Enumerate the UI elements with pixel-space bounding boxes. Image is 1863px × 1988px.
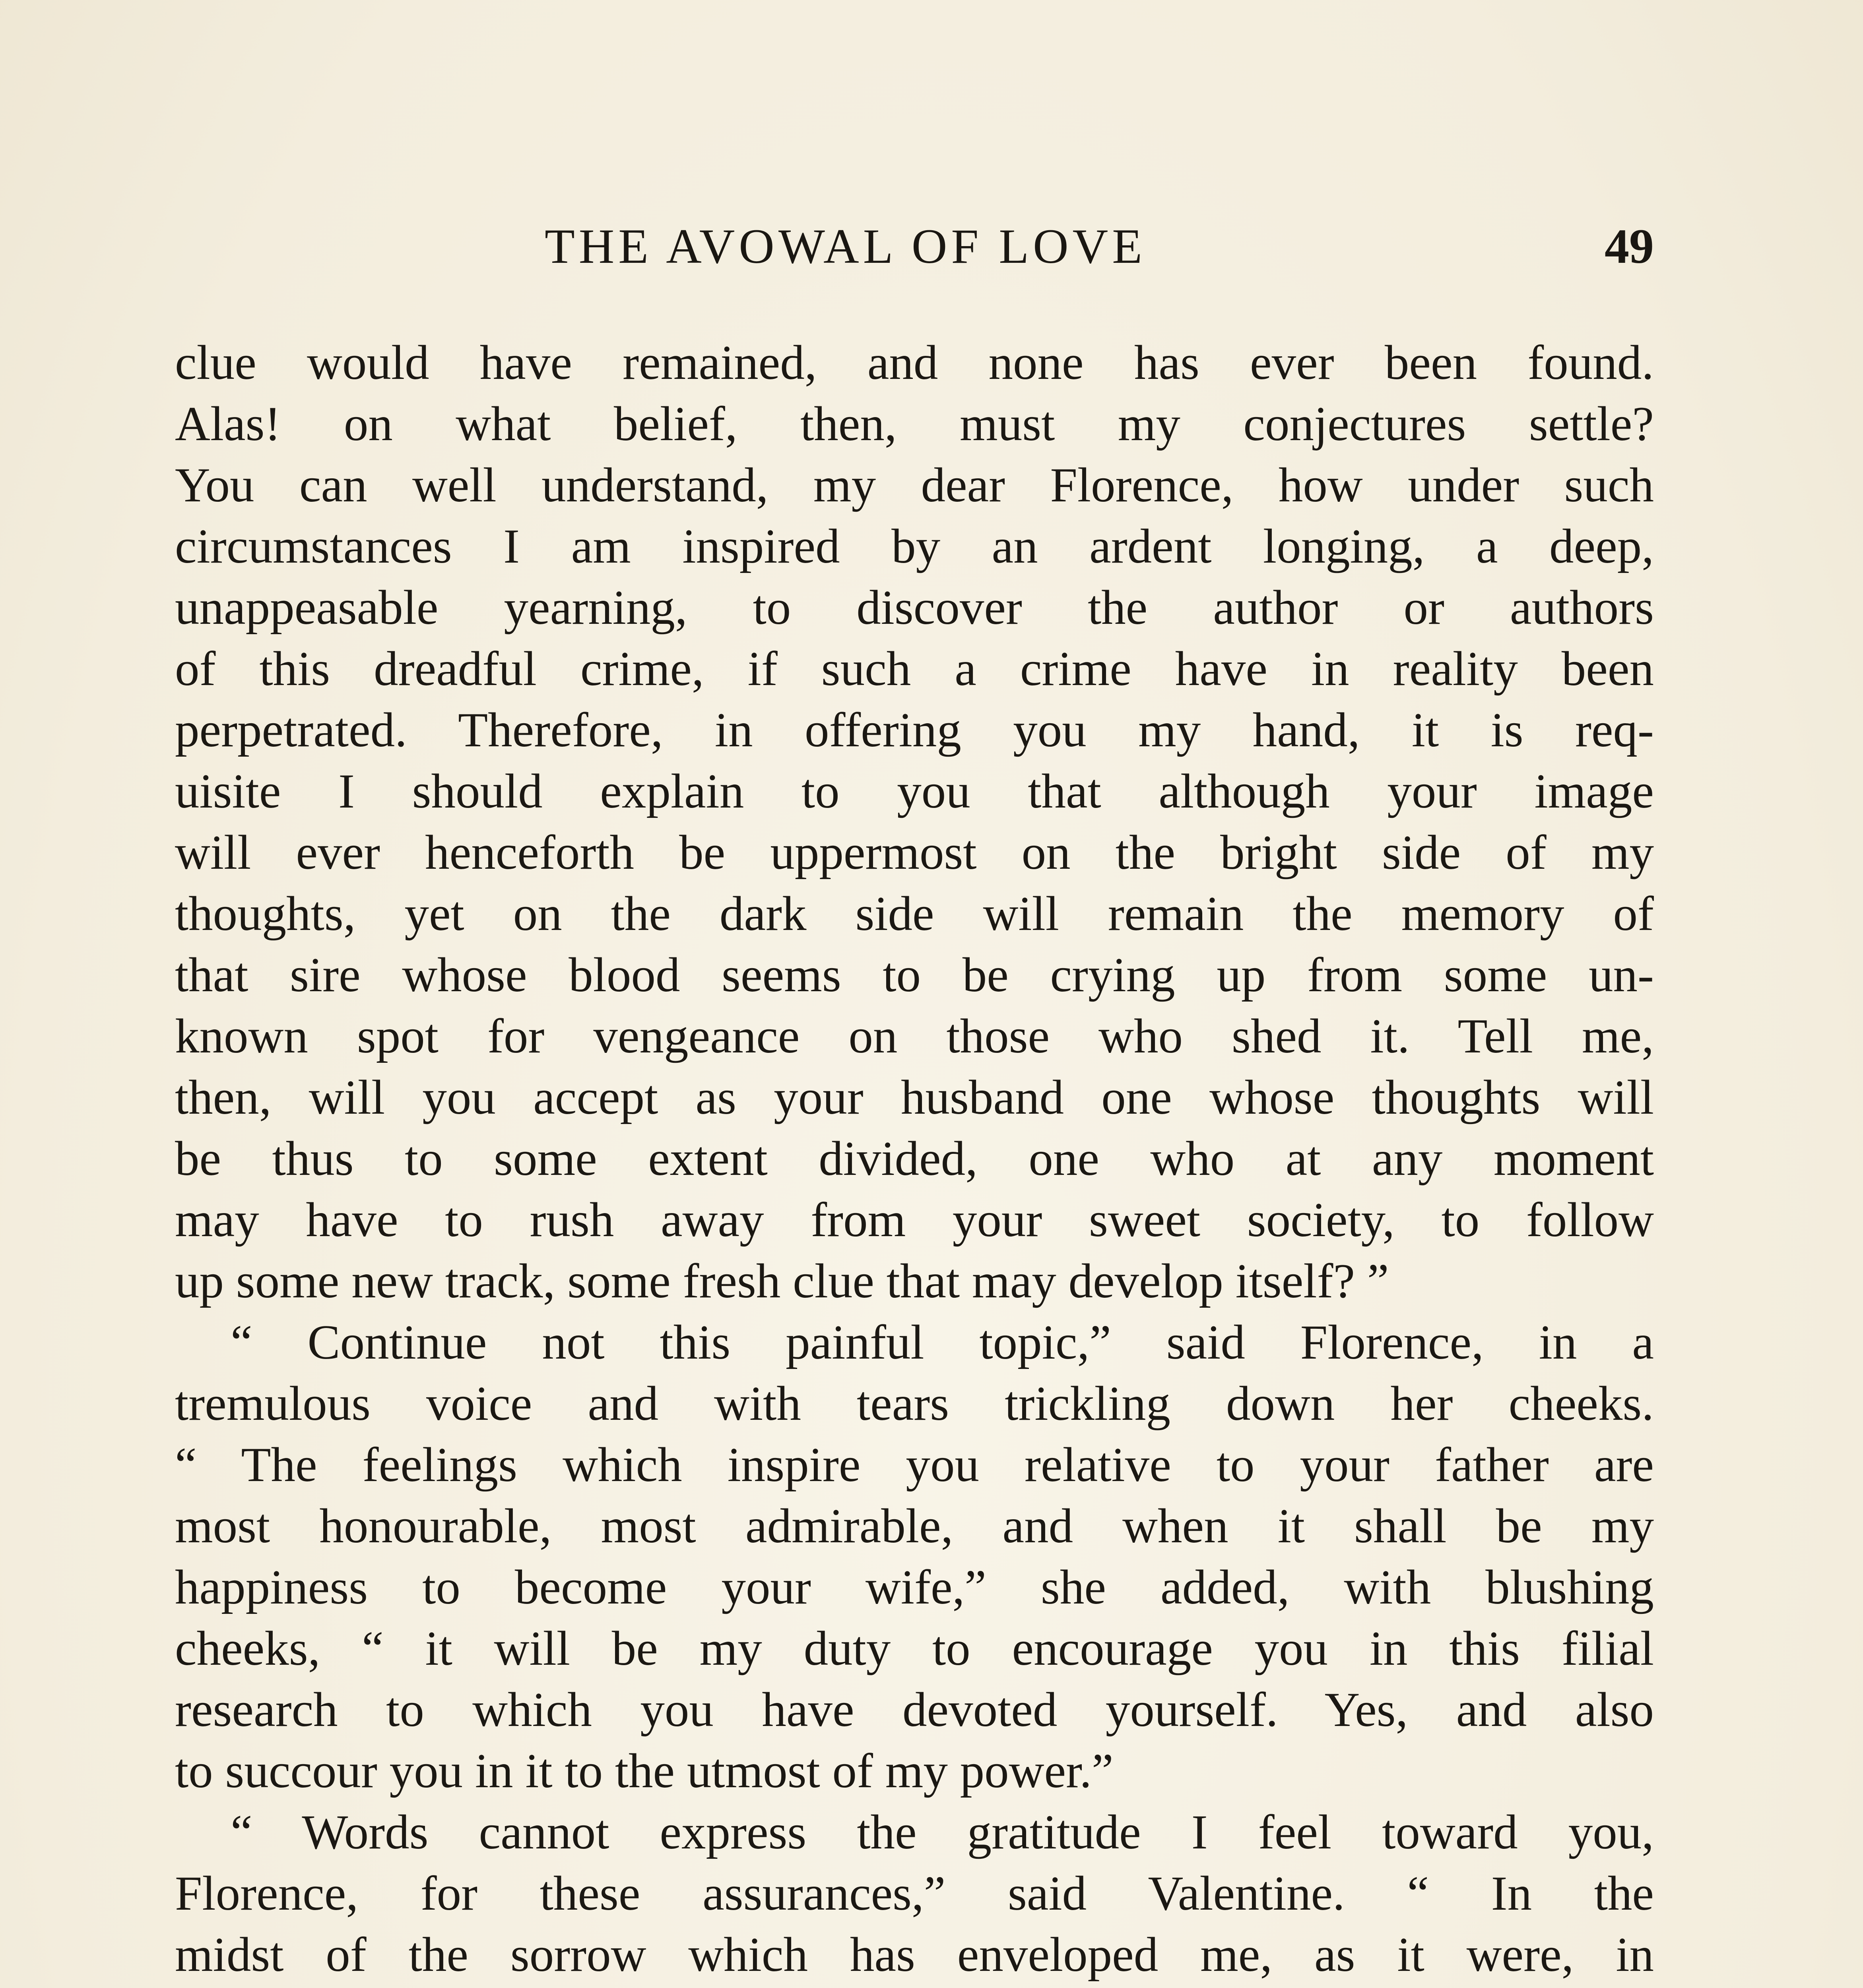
text-line: be thus to some extent divided, one who at any moment — [175, 1131, 1654, 1186]
text-line: tremulous voice and with tears trickling down her cheeks. — [175, 1376, 1654, 1431]
text-line: unappeasable yearning, to discover the author or authors — [175, 580, 1654, 635]
text-line: research to which you have devoted yourself. Yes, and also — [175, 1682, 1654, 1737]
text-line: You can well understand, my dear Florence, how under such — [175, 458, 1654, 512]
text-line: circumstances I am inspired by an ardent longing, a deep, — [175, 519, 1654, 573]
text-line: then, will you accept as your husband one whose thoughts will — [175, 1070, 1654, 1124]
text-line: to succour you in it to the utmost of my power.” — [175, 1743, 1114, 1798]
text-line: “ Words cannot express the gratitude I feel toward you, — [231, 1805, 1654, 1859]
page-number: 49 — [1605, 219, 1654, 274]
text-line: uisite I should explain to you that although your image — [175, 764, 1654, 818]
text-line: may have to rush away from your sweet society, to follow — [175, 1192, 1654, 1247]
text-line: “ Continue not this painful topic,” said Florence, in a — [231, 1315, 1654, 1369]
text-line: up some new track, some fresh clue that may develop itself? ” — [175, 1254, 1389, 1308]
text-line: Alas! on what belief, then, must my conjectures settle? — [175, 396, 1654, 451]
text-line: midst of the sorrow which has enveloped me, as it were, in — [175, 1927, 1654, 1982]
text-line — [175, 1985, 1654, 1988]
text-line: perpetrated. Therefore, in offering you my hand, it is req- — [175, 703, 1654, 757]
text-line: clue would have remained, and none has ever been found. — [175, 335, 1654, 390]
text-line: cheeks, “ it will be my duty to encourage you in this filial — [175, 1621, 1654, 1675]
text-line: of this dreadful crime, if such a crime have in reality been — [175, 641, 1654, 696]
body-text — [175, 332, 1654, 1988]
text-line: Florence, for these assurances,” said Valentine. “ In the — [175, 1866, 1654, 1920]
text-line: happiness to become your wife,” she added, with blushing — [175, 1560, 1654, 1614]
running-title: THE AVOWAL OF LOVE — [545, 219, 1146, 274]
text-line: “ The feelings which inspire you relative to your father are — [175, 1437, 1654, 1492]
text-line: will ever henceforth be uppermost on the bright side of my — [175, 825, 1654, 879]
running-head — [175, 217, 1654, 280]
text-line: known spot for vengeance on those who shed it. Tell me, — [175, 1009, 1654, 1063]
text-line: most honourable, most admirable, and when it shall be my — [175, 1499, 1654, 1553]
text-line: that sire whose blood seems to be crying up from some un- — [175, 947, 1654, 1002]
text-line: thoughts, yet on the dark side will remain the memory of — [175, 886, 1654, 941]
